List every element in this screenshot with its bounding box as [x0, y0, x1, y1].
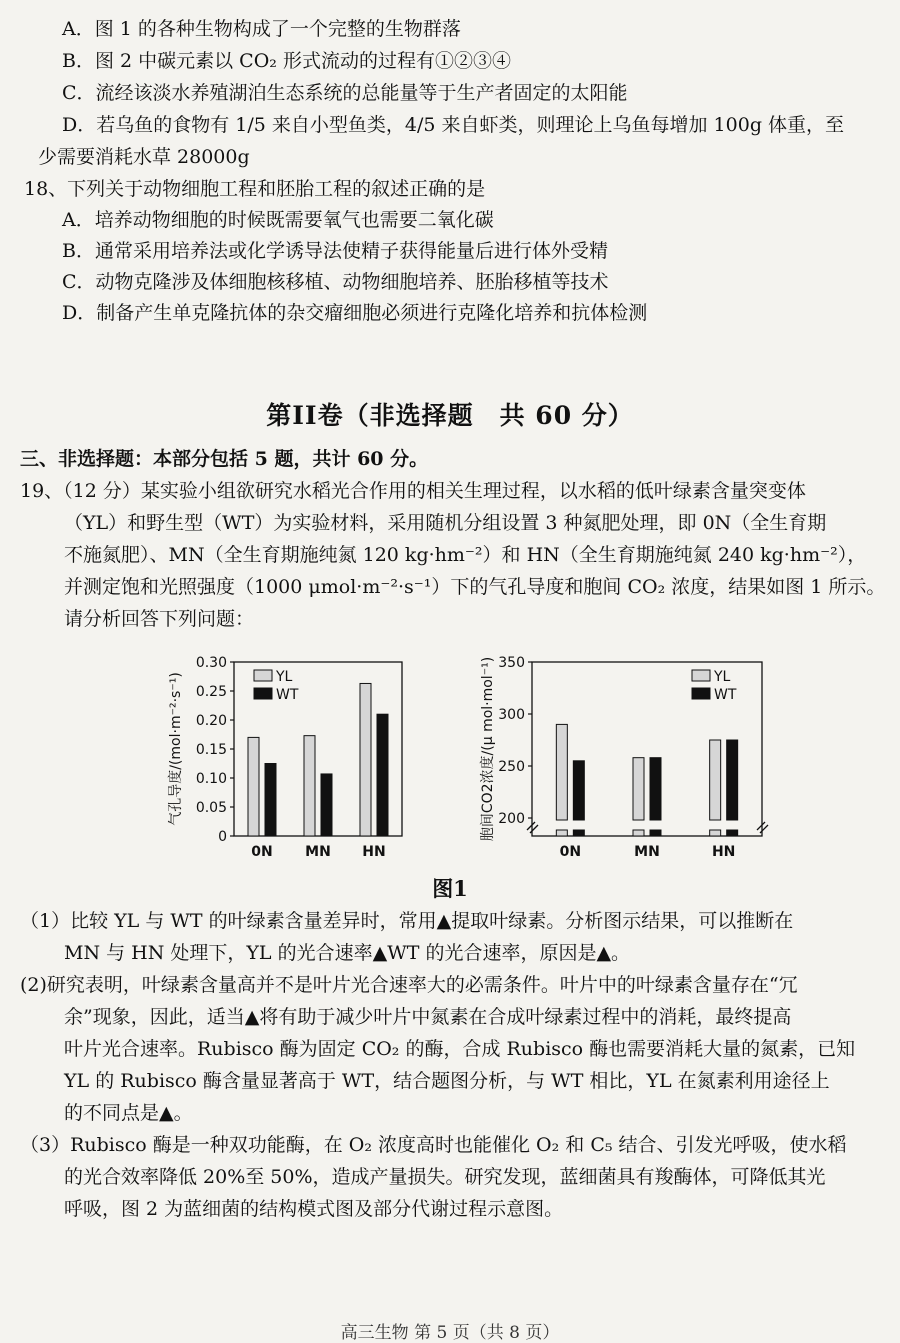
- y-tick-label: 0: [218, 829, 227, 845]
- bar-wt: [377, 714, 388, 836]
- bar-wt: [265, 764, 276, 837]
- figure-1-caption: 图1: [432, 876, 468, 901]
- section-title: 第II卷（非选择题 共 60 分）: [266, 401, 634, 430]
- legend-swatch-wt: [254, 688, 272, 699]
- q19-part2-line3: 叶片光合速率。Rubisco 酶为固定 CO₂ 的酶，合成 Rubisco 酶也需要消耗大量的氮素，已知: [64, 1038, 856, 1060]
- stomatal-conductance-chart: [167, 655, 402, 860]
- q17-option-d-continued: 少需要消耗水草 28000g: [38, 146, 250, 168]
- y-tick-label: 350: [498, 655, 525, 671]
- y-tick-label: 0.15: [195, 742, 227, 758]
- y-tick-label: 0.30: [195, 655, 227, 671]
- y-axis-title: 胞间CO2浓度/(μ mol·mol⁻¹): [480, 656, 496, 842]
- bar-wt: [573, 761, 584, 820]
- figure-1-charts: [160, 640, 790, 875]
- page-footer: 高三生物 第 5 页（共 8 页）: [340, 1323, 560, 1343]
- q19-line-3: 不施氮肥）、MN（全生育期施纯氮 120 kg·hm⁻²）和 HN（全生育期施纯氮 240 kg·hm⁻²），: [64, 544, 867, 566]
- bar-stub-wt: [573, 830, 584, 836]
- bar-stub-wt: [727, 830, 738, 836]
- bar-wt: [727, 740, 738, 820]
- intercellular-co2-chart: [479, 655, 768, 860]
- x-tick-label: MN: [305, 844, 331, 860]
- legend-swatch-wt: [692, 688, 710, 699]
- q18-option-c: C．动物克隆涉及体细胞核移植、动物细胞培养、胚胎移植等技术: [62, 271, 609, 293]
- x-tick-label: HN: [711, 844, 736, 860]
- q18-option-d: D．制备产生单克隆抗体的杂交瘤细胞必须进行克隆化培养和抗体检测: [62, 302, 648, 324]
- q18-option-a: A．培养动物细胞的时候既需要氧气也需要二氧化碳: [62, 209, 494, 231]
- y-tick-label: 0.25: [195, 684, 227, 700]
- y-tick-label: 250: [498, 759, 525, 775]
- q19-part2-line2: 余”现象，因此，适当▲将有助于减少叶片中氮素在合成叶绿素过程中的消耗，最终提高: [64, 1006, 792, 1028]
- q19-line-2: （YL）和野生型（WT）为实验材料，采用随机分组设置 3 种氮肥处理，即 0N（全生育期: [64, 512, 827, 534]
- bar-yl: [360, 683, 371, 836]
- y-axis-title: 气孔导度/(mol·m⁻²·s⁻¹): [168, 672, 184, 826]
- y-tick-label: 0.05: [195, 800, 227, 816]
- q19-part2-line1: (2)研究表明，叶绿素含量高并不是叶片光合速率大的必需条件。叶片中的叶绿素含量存在“冗: [20, 974, 798, 996]
- bar-yl: [304, 736, 315, 836]
- y-tick-label: 300: [498, 707, 525, 723]
- bar-yl: [710, 740, 721, 820]
- q19-line-5: 请分析回答下列问题：: [64, 608, 255, 630]
- q19-part2-line4: YL 的 Rubisco 酶含量显著高于 WT，结合题图分析，与 WT 相比，YL 在氮素利用途径上: [64, 1070, 830, 1092]
- x-tick-label: MN: [634, 844, 660, 860]
- q19-part3-line3: 呼吸，图 2 为蓝细菌的结构模式图及部分代谢过程示意图。: [64, 1198, 564, 1220]
- legend-label-yl: YL: [276, 669, 293, 685]
- q17-option-b: B．图 2 中碳元素以 CO₂ 形式流动的过程有①②③④: [62, 50, 511, 72]
- bar-wt: [321, 774, 332, 836]
- y-tick-label: 0.20: [195, 713, 227, 729]
- bar-stub-wt: [650, 830, 661, 836]
- q19-line-1: 19、（12 分）某实验小组欲研究水稻光合作用的相关生理过程，以水稻的低叶绿素含量突变体: [20, 480, 806, 502]
- legend-swatch-yl: [254, 670, 272, 681]
- q19-line-4: 并测定饱和光照强度（1000 μmol·m⁻²·s⁻¹）下的气孔导度和胞间 CO₂ 浓度，结果如图 1 所示。: [64, 576, 886, 598]
- y-tick-label: 200: [498, 811, 525, 827]
- bar-stub-yl: [556, 830, 567, 836]
- legend-label-yl: YL: [714, 669, 731, 685]
- legend-swatch-yl: [692, 670, 710, 681]
- q19-part1-line1: （1）比较 YL 与 WT 的叶绿素含量差异时，常用▲提取叶绿素。分析图示结果，可以推断在: [20, 910, 794, 932]
- q18-stem: 18、下列关于动物细胞工程和胚胎工程的叙述正确的是: [24, 178, 486, 200]
- bar-stub-yl: [633, 830, 644, 836]
- bar-stub-yl: [710, 830, 721, 836]
- q19-part3-line1: （3）Rubisco 酶是一种双功能酶，在 O₂ 浓度高时也能催化 O₂ 和 C₅ 结合、引发光呼吸，使水稻: [20, 1134, 847, 1156]
- y-tick-label: 0.10: [195, 771, 227, 787]
- bar-yl: [556, 724, 567, 820]
- q17-option-d: D．若乌鱼的食物有 1/5 来自小型鱼类，4/5 来自虾类，则理论上乌鱼每增加 100g 体重，至: [62, 114, 845, 136]
- bar-yl: [248, 737, 259, 836]
- x-tick-label: HN: [362, 844, 386, 860]
- bar-yl: [633, 758, 644, 820]
- q19-part3-line2: 的光合效率降低 20%至 50%，造成产量损失。研究发现，蓝细菌具有羧酶体，可降低其光: [64, 1166, 826, 1188]
- x-tick-label: 0N: [559, 844, 582, 860]
- q19-part2-line5: 的不同点是▲。: [64, 1102, 193, 1124]
- q17-option-a: A．图 1 的各种生物构成了一个完整的生物群落: [62, 18, 461, 40]
- x-tick-label: 0N: [251, 844, 273, 860]
- bar-wt: [650, 758, 661, 820]
- q19-part1-line2: MN 与 HN 处理下，YL 的光合速率▲WT 的光合速率，原因是▲。: [64, 942, 631, 964]
- q18-option-b: B．通常采用培养法或化学诱导法使精子获得能量后进行体外受精: [62, 240, 608, 262]
- q17-option-c: C．流经该淡水养殖湖泊生态系统的总能量等于生产者固定的太阳能: [62, 82, 628, 104]
- legend-label-wt: WT: [714, 687, 737, 703]
- section-3-heading: 三、非选择题：本部分包括 5 题，共计 60 分。: [20, 448, 429, 470]
- legend-label-wt: WT: [276, 687, 299, 703]
